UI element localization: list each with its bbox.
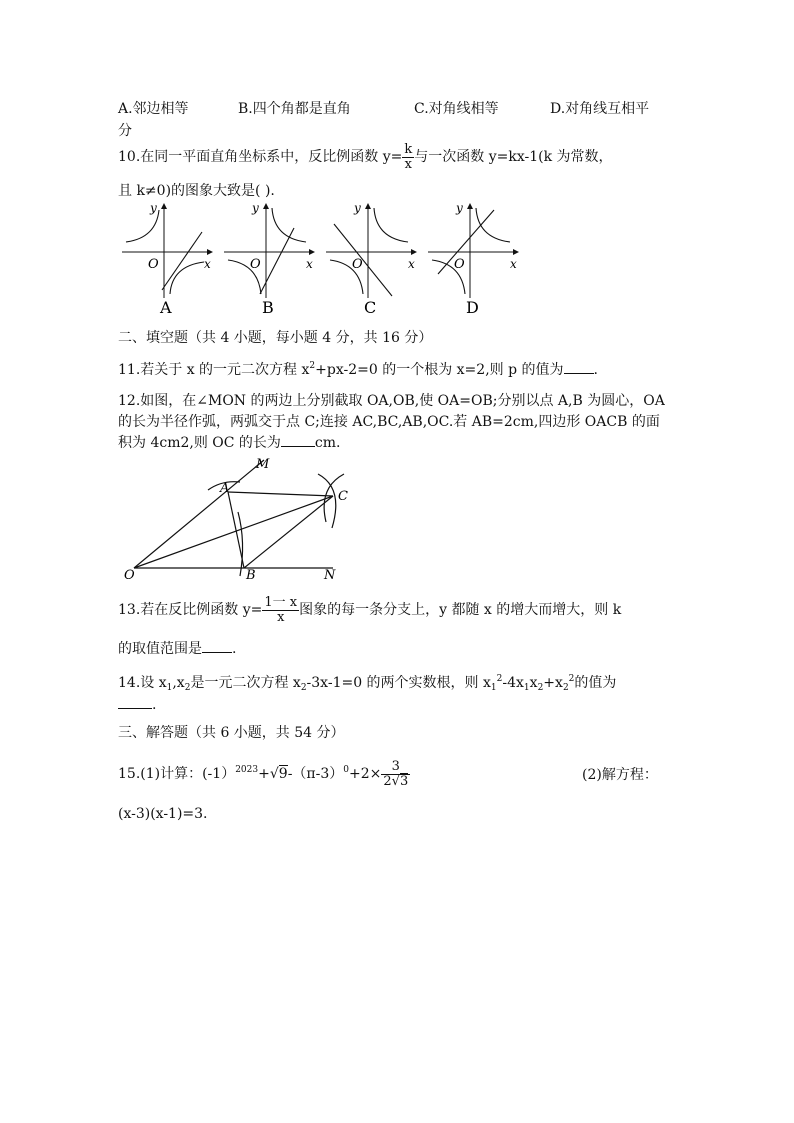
q10-answer-graphs: [118, 198, 528, 320]
question-10-line-2: 且 k≠0)的图象大致是( ).: [118, 183, 275, 199]
q13-text-post: 图象的每一条分支上，y 都随 x 的增大而增大，则 k: [299, 602, 622, 619]
origin-label: O: [352, 257, 363, 272]
q13-text-pre: 13.若在反比例函数 y=: [118, 602, 263, 619]
subscript: 2: [184, 683, 191, 693]
subscript: 2: [562, 683, 569, 693]
q10-text-post: 与一次函数 y=kx-1(k 为常数，: [414, 149, 613, 166]
point-label-a: A: [220, 481, 230, 496]
option-d-continued: 分: [118, 123, 132, 139]
ray-om: [134, 460, 264, 568]
linear-function-line: [438, 210, 494, 274]
graph-label-d: D: [466, 298, 479, 317]
segment-ac: [228, 492, 333, 496]
x-axis-label: x: [510, 257, 517, 271]
hyperbola-branch: [374, 208, 408, 242]
superscript: 2023: [235, 765, 259, 776]
answer-blank[interactable]: [281, 434, 315, 447]
section-2-heading: 二、填空题（共 4 小题，每小题 4 分，共 16 分）: [118, 330, 433, 346]
fraction-numerator: k: [404, 142, 413, 157]
q13-line2-post: .: [232, 641, 237, 657]
q15-text: +2×: [349, 766, 382, 783]
fraction-numerator: 1一 x: [264, 595, 298, 610]
q15-text: -（π-3）: [287, 766, 344, 783]
fraction-denominator: x: [277, 609, 285, 625]
x-axis-label: x: [306, 257, 313, 271]
fraction-denominator: x: [404, 156, 412, 172]
q13-fraction: [262, 596, 299, 624]
segment-oc: [134, 496, 333, 568]
graph-a: [122, 201, 212, 317]
answer-blank[interactable]: [202, 640, 232, 653]
origin-label: O: [454, 257, 465, 272]
fraction-numerator: 3: [381, 760, 410, 775]
answer-blank[interactable]: [118, 696, 152, 709]
question-15-part-2: (2)解方程：: [582, 767, 658, 783]
point-label-m: M: [256, 457, 270, 472]
denominator-coefficient: 2: [383, 773, 392, 789]
q12-text-post: cm.: [314, 435, 341, 451]
graph-label-c: C: [364, 298, 377, 317]
q14-text: x: [529, 675, 538, 691]
graph-label-b: B: [262, 298, 274, 317]
section-3-heading: 三、解答题（共 6 小题，共 54 分）: [118, 725, 345, 741]
q11-text-pre: 11.若关于 x 的一元二次方程 x: [118, 362, 310, 378]
q15-text: 15.(1)计算：(-1）: [118, 766, 236, 783]
option-c: C.对角线相等: [414, 101, 499, 117]
point-label-b: B: [246, 568, 256, 582]
q15-fraction: [381, 760, 410, 788]
q14-text: 14.设 x: [118, 675, 167, 691]
graph-label-a: A: [160, 298, 172, 317]
question-12-line-3: [118, 432, 341, 452]
q11-text-post: +px-2=0 的一个根为 x=2,则 p 的值为: [315, 362, 564, 378]
y-axis-label: y: [456, 201, 463, 215]
question-15-equation: (x-3)(x-1)=3.: [118, 806, 208, 822]
point-label-n: N: [324, 568, 336, 582]
option-b: B.四个角都是直角: [238, 101, 351, 117]
question-14-line-1: [118, 672, 616, 693]
origin-label: O: [148, 257, 159, 272]
q11-end: .: [593, 362, 598, 378]
q14-text: ,x: [172, 675, 185, 691]
q10-fraction: [402, 143, 414, 171]
question-12-line-2: 的长为半径作弧，两弧交于点 C;连接 AC,BC,AB,OC.若 AB=2cm,四边形 OACB 的面: [118, 414, 660, 430]
subscript: 2: [300, 683, 307, 693]
point-label-o: O: [124, 568, 135, 582]
q10-text-pre: 10.在同一平面直角坐标系中，反比例函数 y=: [118, 149, 403, 166]
subscript: 2: [537, 683, 544, 693]
question-10-line-1: [118, 143, 613, 171]
q14-text: 的值为: [574, 675, 617, 691]
q15-text: +: [258, 766, 270, 783]
origin-label: O: [250, 257, 261, 272]
graph-b: [224, 201, 314, 317]
segment-bc: [244, 496, 333, 568]
point-label-c: C: [338, 489, 348, 504]
superscript: 2: [568, 674, 575, 684]
y-axis-label: y: [354, 201, 361, 215]
graph-c: [326, 201, 416, 317]
q13-line2-pre: 的取值范围是: [118, 641, 202, 657]
x-axis-label: x: [408, 257, 415, 271]
x-axis-label: x: [204, 257, 211, 271]
fraction-denominator: [381, 775, 410, 789]
option-d: D.对角线互相平: [550, 101, 650, 117]
q12-text-pre: 积为 4cm2,则 OC 的长为: [118, 435, 281, 451]
subscript: 1: [490, 683, 497, 693]
q14-text: +x: [543, 675, 563, 691]
q14-text: 是一元二次方程 x: [190, 675, 301, 691]
subscript: 1: [166, 683, 173, 693]
hyperbola-branch: [170, 262, 204, 294]
q12-geometry-figure: [118, 452, 368, 582]
sqrt-argument: 9: [278, 766, 288, 783]
q14-text: -3x-1=0 的两个实数根，则 x: [306, 675, 491, 691]
question-12-line-1: 12.如图，在∠MON 的两边上分别截取 OA,OB,使 OA=OB;分别以点 A,B 为圆心，OA: [118, 393, 665, 409]
linear-function-line: [334, 224, 392, 296]
y-axis-label: y: [150, 201, 157, 215]
answer-blank[interactable]: [564, 361, 594, 374]
question-13-line-2: [118, 638, 236, 658]
question-11: [118, 359, 598, 379]
sqrt-symbol: √: [391, 773, 400, 789]
question-14-line-2: [118, 696, 156, 713]
q11-exponent: 2: [309, 361, 316, 371]
option-a: A.邻边相等: [118, 101, 189, 117]
subscript: 1: [523, 683, 530, 693]
linear-function-line: [260, 228, 294, 294]
question-15-line-1: [118, 760, 410, 788]
sqrt-argument: 3: [399, 773, 409, 789]
superscript: 2: [496, 674, 503, 684]
sqrt-symbol: √: [269, 766, 279, 783]
superscript: 0: [343, 765, 349, 776]
question-13-line-1: [118, 596, 621, 624]
linear-function-line: [162, 232, 202, 290]
q14-end: .: [152, 697, 157, 713]
q14-text: -4x: [502, 675, 524, 691]
graph-d: [428, 201, 518, 317]
y-axis-label: y: [252, 201, 259, 215]
